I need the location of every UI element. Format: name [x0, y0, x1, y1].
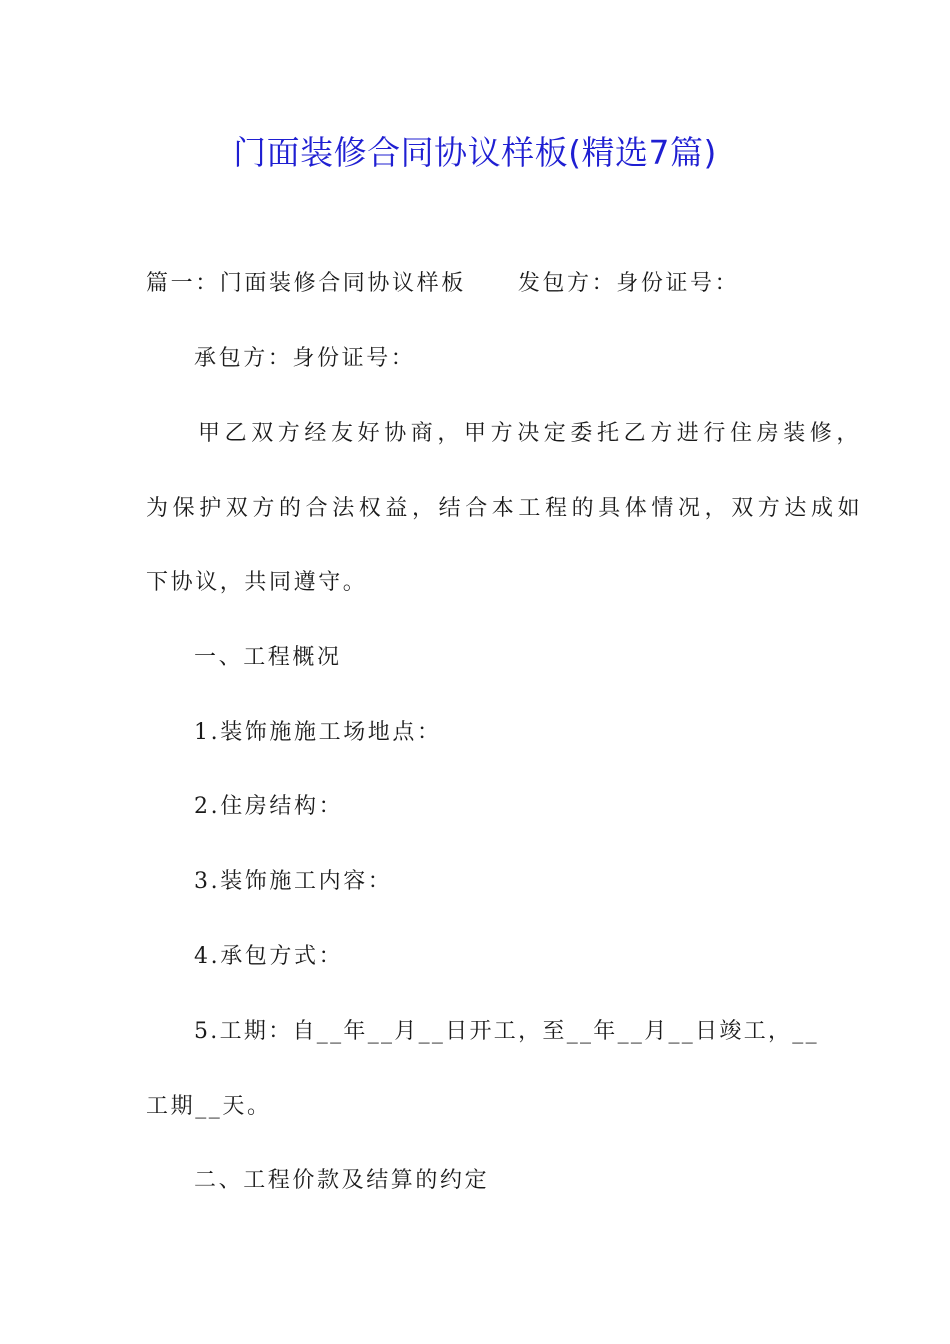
clause-item: 3.装饰施工内容：: [194, 869, 393, 894]
contract-header-line: [146, 268, 739, 300]
contractor-id-label: 承包方：身份证号：: [194, 346, 416, 371]
clause-item: 4.承包方式：: [194, 944, 344, 969]
clause-item: 1.装饰施施工场地点：: [194, 720, 442, 745]
paragraph-line: 甲乙双方经友好协商，甲方决定委托乙方进行住房装修，: [198, 421, 864, 446]
clause-item: 5.工期：自__年__月__日开工，至__年__月__日竣工，__: [194, 1019, 819, 1044]
clause-item-continuation: 工期__天。: [146, 1094, 272, 1119]
clause-item: 2.住房结构：: [194, 794, 344, 819]
section-heading-overview: 一、工程概况: [194, 645, 342, 670]
document-title: 门面装修合同协议样板(精选7篇): [233, 133, 717, 172]
employer-id-label: 发包方：身份证号：: [517, 271, 740, 296]
section-heading: 篇一：门面装修合同协议样板: [146, 271, 466, 296]
paragraph-line: 为保护双方的合法权益，结合本工程的具体情况，双方达成如: [146, 496, 865, 521]
paragraph-line: 下协议，共同遵守。: [146, 570, 368, 595]
section-heading-payment: 二、工程价款及结算的约定: [194, 1168, 490, 1193]
